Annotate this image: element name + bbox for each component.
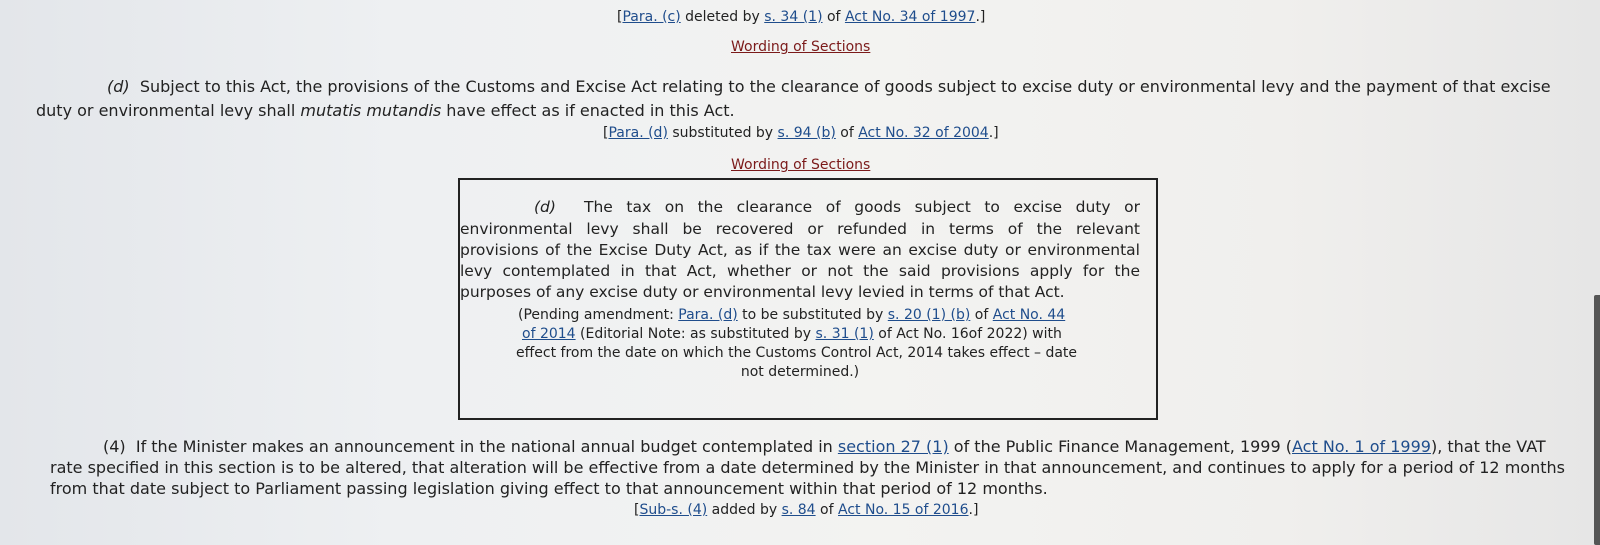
wording-of-sections-link-1-wrap: [731, 39, 870, 55]
act-1-1999-link[interactable]: Act No. 1 of 1999: [1292, 437, 1431, 456]
wording-of-sections-link-2-wrap: [731, 157, 870, 173]
para-d-amendment-note: [Para. (d) substituted by s. 94 (b) of Act No. 32 of 2004.]: [603, 125, 999, 141]
box-line-4: levy contemplated in that Act, whether or not the said provisions apply for the: [460, 262, 1140, 280]
para-d-link[interactable]: Para. (d): [608, 125, 668, 141]
vertical-scrollbar[interactable]: [1594, 295, 1600, 545]
para-c-link[interactable]: Para. (c): [622, 9, 681, 25]
sub-s-4-link[interactable]: Sub-s. (4): [639, 502, 708, 518]
act-44-2014-link-cont[interactable]: of 2014: [522, 326, 576, 342]
s-34-1-link[interactable]: s. 34 (1): [764, 9, 823, 25]
para-c-amendment-note: [Para. (c) deleted by s. 34 (1) of Act No. 34 of 1997.]: [617, 9, 986, 25]
pending-amendment-line-1: (Pending amendment: Para. (d) to be substituted by s. 20 (1) (b) of Act No. 44: [518, 307, 1066, 323]
sub4-line-2: rate specified in this section is to be altered, that alteration will be effective from a date determined by the Minister in that announcement, and continues to apply for a period of 12 months: [50, 458, 1565, 477]
wording-of-sections-box: [458, 178, 1158, 420]
wording-of-sections-link[interactable]: Wording of Sections: [731, 39, 871, 55]
pending-para-d-link[interactable]: Para. (d): [678, 307, 738, 323]
box-line-5: purposes of any excise duty or environmental levy levied in terms of that Act.: [460, 283, 1065, 301]
para-d-line-1: (d) Subject to this Act, the provisions of the Customs and Excise Act relating to the clearance of goods subject to excise duty or environmental levy and the payment of that excise: [107, 77, 1551, 96]
act-44-2014-link[interactable]: Act No. 44: [992, 307, 1066, 323]
pending-amendment-line-2: of 2014 (Editorial Note: as substituted by s. 31 (1) of Act No. 16of 2022) with: [522, 326, 1062, 342]
s-20-1-b-link[interactable]: s. 20 (1) (b): [887, 307, 971, 323]
s-31-1-link[interactable]: s. 31 (1): [815, 326, 874, 342]
box-line-3: provisions of the Excise Duty Act, as if the tax were an excise duty or environmental: [460, 241, 1140, 259]
sub4-line-3: from that date subject to Parliament passing legislation giving effect to that announcement within that period of 12 months.: [50, 479, 1048, 498]
para-d-label: (d): [107, 77, 130, 96]
box-para-label: (d): [534, 198, 556, 216]
section-27-1-link[interactable]: section 27 (1): [837, 437, 949, 456]
box-line-1: (d) The tax on the clearance of goods subject to excise duty or: [534, 198, 1140, 216]
s-84-link[interactable]: s. 84: [781, 502, 816, 518]
box-line-2: environmental levy shall be recovered or refunded in terms of the relevant: [460, 220, 1140, 238]
wording-of-sections-link[interactable]: Wording of Sections: [731, 157, 871, 173]
sub4-amendment-note: [Sub-s. (4) added by s. 84 of Act No. 15 of 2016.]: [634, 502, 979, 518]
s-94-b-link[interactable]: s. 94 (b): [777, 125, 836, 141]
pending-amendment-line-3: effect from the date on which the Customs Control Act, 2014 takes effect – date: [516, 345, 1078, 361]
pending-amendment-line-4: not determined.): [740, 364, 860, 380]
para-d-line-2: duty or environmental levy shall mutatis mutandis have effect as if enacted in this Act.: [36, 101, 735, 120]
sub4-line-1: (4) If the Minister makes an announcement in the national annual budget contemplated in section 27 (1) of the Public Finance Management, 1999 (Act No. 1 of 1999), that the VAT: [103, 437, 1546, 456]
act-15-2016-link[interactable]: Act No. 15 of 2016: [838, 502, 969, 518]
act-32-2004-link[interactable]: Act No. 32 of 2004: [858, 125, 989, 141]
act-34-1997-link[interactable]: Act No. 34 of 1997: [844, 9, 976, 25]
sub4-label: (4): [103, 437, 126, 456]
